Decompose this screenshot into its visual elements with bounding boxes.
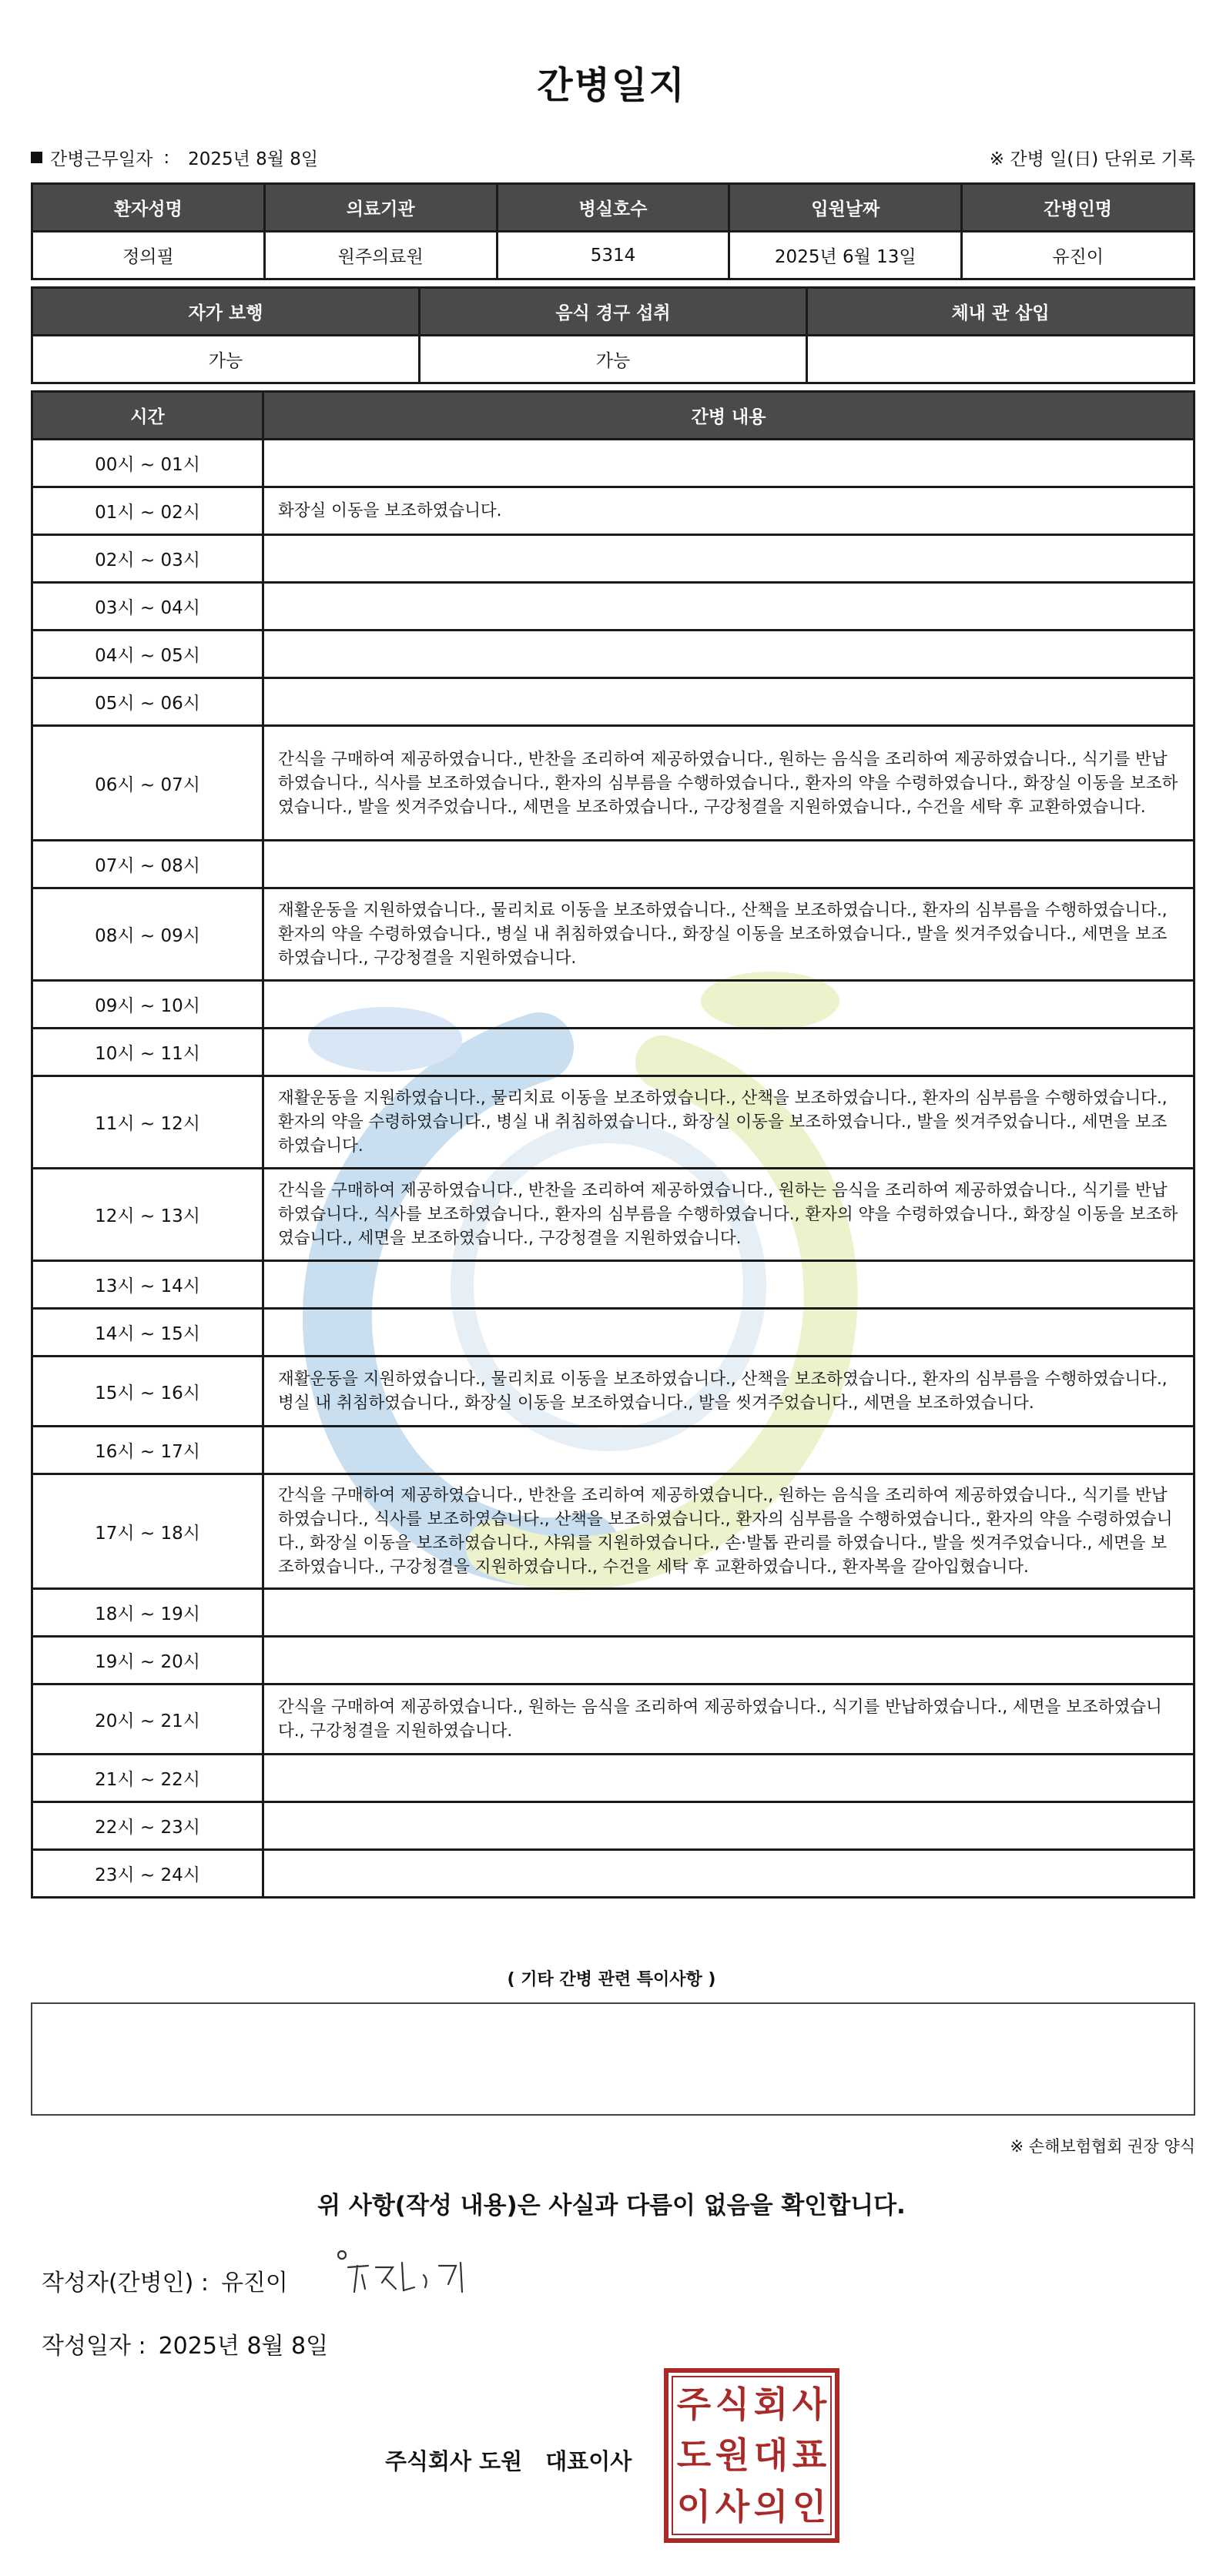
writer-name: 유진이 bbox=[220, 2270, 288, 2297]
log-row bbox=[32, 841, 1195, 888]
log-row bbox=[32, 726, 1195, 841]
log-content: 간식을 구매하여 제공하였습니다., 반찬을 조리하여 제공하였습니다., 원하는 음식을 조리하여 제공하였습니다., 식기를 반납하였습니다., 식사를 보조하였습니다., 환자의 심부름을 수행하였습니다., 환자의 약을 수령하였습니다., 화장실 이동을 보조하였습니다., 발을 씻겨주었습니다., 세면을 보조하였습니다., 구강청결을 지원하였습니다., 수건을 세탁 후 교환하였습니다. bbox=[263, 726, 1195, 841]
log-row bbox=[32, 535, 1195, 583]
log-time: 23시 ~ 24시 bbox=[32, 1850, 263, 1898]
log-time: 14시 ~ 15시 bbox=[32, 1309, 263, 1357]
log-time: 02시 ~ 03시 bbox=[32, 535, 263, 583]
log-row bbox=[32, 1637, 1195, 1684]
log-time: 20시 ~ 21시 bbox=[32, 1684, 263, 1755]
work-date-line bbox=[31, 145, 318, 170]
log-content bbox=[263, 841, 1195, 888]
hospital-name: 원주의료원 bbox=[264, 232, 497, 279]
log-row bbox=[32, 1850, 1195, 1898]
log-content: 재활운동을 지원하였습니다., 물리치료 이동을 보조하였습니다., 산책을 보조하였습니다., 환자의 심부름을 수행하였습니다., 병실 내 취침하였습니다., 화장실 이동을 보조하였습니다., 발을 씻겨주었습니다., 세면을 보조하였습니다. bbox=[263, 1357, 1195, 1427]
log-content bbox=[263, 1427, 1195, 1474]
log-time: 09시 ~ 10시 bbox=[32, 981, 263, 1029]
log-time: 04시 ~ 05시 bbox=[32, 631, 263, 678]
care-log-table bbox=[31, 390, 1195, 1899]
log-time: 15시 ~ 16시 bbox=[32, 1357, 263, 1427]
header-care-content: 간병 내용 bbox=[263, 392, 1195, 440]
log-time: 05시 ~ 06시 bbox=[32, 678, 263, 726]
log-time: 16시 ~ 17시 bbox=[32, 1427, 263, 1474]
seal-character: 인 bbox=[792, 2485, 827, 2527]
log-content bbox=[263, 1261, 1195, 1309]
log-content: 화장실 이동을 보조하였습니다. bbox=[263, 487, 1195, 535]
log-content bbox=[263, 583, 1195, 631]
log-time: 18시 ~ 19시 bbox=[32, 1589, 263, 1637]
seal-character: 표 bbox=[792, 2434, 827, 2477]
log-content bbox=[263, 631, 1195, 678]
header-caregiver-name: 간병인명 bbox=[962, 184, 1195, 232]
notes-box bbox=[31, 2002, 1195, 2116]
company-seal bbox=[664, 2368, 839, 2543]
log-time: 11시 ~ 12시 bbox=[32, 1076, 263, 1169]
log-time: 19시 ~ 20시 bbox=[32, 1637, 263, 1684]
square-bullet-icon bbox=[31, 152, 42, 163]
log-time: 07시 ~ 08시 bbox=[32, 841, 263, 888]
log-row bbox=[32, 1589, 1195, 1637]
log-row bbox=[32, 487, 1195, 535]
log-row bbox=[32, 1357, 1195, 1427]
writer-line bbox=[42, 2263, 288, 2297]
seal-character: 이 bbox=[676, 2485, 712, 2527]
patient-name: 정의필 bbox=[32, 232, 265, 279]
status-info-table bbox=[31, 286, 1195, 384]
log-row bbox=[32, 981, 1195, 1029]
log-time: 00시 ~ 01시 bbox=[32, 440, 263, 487]
log-row bbox=[32, 583, 1195, 631]
room-number: 5314 bbox=[497, 232, 729, 279]
log-row bbox=[32, 1029, 1195, 1076]
header-hospital: 의료기관 bbox=[264, 184, 497, 232]
log-content bbox=[263, 678, 1195, 726]
log-row bbox=[32, 1309, 1195, 1357]
log-row bbox=[32, 1169, 1195, 1261]
writer-label: 작성자(간병인) : bbox=[42, 2270, 209, 2297]
seal-character: 대 bbox=[753, 2434, 789, 2477]
log-row bbox=[32, 888, 1195, 981]
log-content bbox=[263, 981, 1195, 1029]
log-row bbox=[32, 678, 1195, 726]
header-room-number: 병실호수 bbox=[497, 184, 729, 232]
seal-character: 주 bbox=[676, 2384, 712, 2426]
log-row bbox=[32, 1427, 1195, 1474]
log-row bbox=[32, 1802, 1195, 1850]
recommendation-note: ※ 손해보험협회 권장 양식 bbox=[1010, 2137, 1195, 2156]
seal-character: 도 bbox=[676, 2434, 712, 2477]
log-content: 간식을 구매하여 제공하였습니다., 원하는 음식을 조리하여 제공하였습니다., 식기를 반납하였습니다., 세면을 보조하였습니다., 구강청결을 지원하였습니다. bbox=[263, 1684, 1195, 1755]
work-date-label: 간병근무일자 bbox=[50, 149, 153, 169]
log-content: 간식을 구매하여 제공하였습니다., 반찬을 조리하여 제공하였습니다., 원하는 음식을 조리하여 제공하였습니다., 식기를 반납하였습니다., 식사를 보조하였습니다., 산책을 보조하였습니다., 환자의 심부름을 수행하였습니다., 환자의 약을 수령하였습니다., 화장실 이동을 보조하였습니다., 샤워를 지원하였습니다., 손·발톱 관리를 하였습니다., 발을 씻겨주었습니다., 세면을 보조하였습니다., 구강청결을 지원하였습니다., 수건을 세탁 후 교환하였습니다., 환자복을 갈아입혔습니다. bbox=[263, 1474, 1195, 1589]
header-admission-date: 입원날짜 bbox=[729, 184, 962, 232]
seal-character: 식 bbox=[715, 2384, 750, 2426]
log-content bbox=[263, 440, 1195, 487]
log-time: 08시 ~ 09시 bbox=[32, 888, 263, 981]
seal-character: 사 bbox=[792, 2384, 827, 2426]
log-content: 재활운동을 지원하였습니다., 물리치료 이동을 보조하였습니다., 산책을 보조하였습니다., 환자의 심부름을 수행하였습니다., 환자의 약을 수령하였습니다., 병실 내 취침하였습니다., 화장실 이동을 보조하였습니다., 발을 씻겨주었습니다., 세면을 보조하였습니다. bbox=[263, 1076, 1195, 1169]
log-row bbox=[32, 1261, 1195, 1309]
log-time: 01시 ~ 02시 bbox=[32, 487, 263, 535]
log-time: 03시 ~ 04시 bbox=[32, 583, 263, 631]
header-oral-intake: 음식 경구 섭취 bbox=[420, 288, 807, 336]
company-name: 주식회사 도원 bbox=[385, 2448, 523, 2474]
log-time: 12시 ~ 13시 bbox=[32, 1169, 263, 1261]
log-content: 간식을 구매하여 제공하였습니다., 반찬을 조리하여 제공하였습니다., 원하는 음식을 조리하여 제공하였습니다., 식기를 반납하였습니다., 식사를 보조하였습니다., 환자의 심부름을 수행하였습니다., 환자의 약을 수령하였습니다., 화장실 이동을 보조하였습니다., 세면을 보조하였습니다., 구강청결을 지원하였습니다. bbox=[263, 1169, 1195, 1261]
written-date-label: 작성일자 : bbox=[42, 2333, 146, 2360]
log-time: 10시 ~ 11시 bbox=[32, 1029, 263, 1076]
log-time: 22시 ~ 23시 bbox=[32, 1802, 263, 1850]
log-content bbox=[263, 535, 1195, 583]
log-time: 13시 ~ 14시 bbox=[32, 1261, 263, 1309]
log-content bbox=[263, 1755, 1195, 1802]
work-date-separator: : bbox=[163, 147, 170, 168]
tube-insertion-value bbox=[807, 336, 1195, 383]
log-time: 17시 ~ 18시 bbox=[32, 1474, 263, 1589]
header-time: 시간 bbox=[32, 392, 263, 440]
log-row bbox=[32, 1755, 1195, 1802]
log-content bbox=[263, 1850, 1195, 1898]
log-content bbox=[263, 1589, 1195, 1637]
log-time: 21시 ~ 22시 bbox=[32, 1755, 263, 1802]
document-title: 간병일지 bbox=[537, 64, 686, 107]
written-date-value: 2025년 8월 8일 bbox=[158, 2333, 329, 2360]
log-content bbox=[263, 1309, 1195, 1357]
log-row bbox=[32, 1684, 1195, 1755]
notes-title: ( 기타 간병 관련 특이사항 ) bbox=[507, 1970, 716, 1989]
seal-character: 원 bbox=[715, 2434, 750, 2477]
oral-intake-value: 가능 bbox=[420, 336, 807, 383]
patient-info-table bbox=[31, 182, 1195, 280]
seal-character: 사 bbox=[715, 2485, 750, 2527]
header-tube-insertion: 체내 관 삽입 bbox=[807, 288, 1195, 336]
log-content: 재활운동을 지원하였습니다., 물리치료 이동을 보조하였습니다., 산책을 보조하였습니다., 환자의 심부름을 수행하였습니다., 환자의 약을 수령하였습니다., 병실 내 취침하였습니다., 화장실 이동을 보조하였습니다., 발을 씻겨주었습니다., 세면을 보조하였습니다., 구강청결을 지원하였습니다. bbox=[263, 888, 1195, 981]
seal-character: 회 bbox=[753, 2384, 789, 2426]
work-date-value: 2025년 8월 8일 bbox=[188, 149, 319, 169]
company-line bbox=[385, 2444, 632, 2476]
written-date-line bbox=[42, 2327, 328, 2360]
caregiver-name: 유진이 bbox=[962, 232, 1195, 279]
header-self-walking: 자가 보행 bbox=[32, 288, 420, 336]
admission-date: 2025년 6월 13일 bbox=[729, 232, 962, 279]
log-row bbox=[32, 1474, 1195, 1589]
unit-note: ※ 간병 일(日) 단위로 기록 bbox=[989, 149, 1195, 169]
log-content bbox=[263, 1637, 1195, 1684]
signature-image bbox=[331, 2244, 477, 2306]
log-content bbox=[263, 1802, 1195, 1850]
confirmation-statement: 위 사항(작성 내용)은 사실과 다름이 없음을 확인합니다. bbox=[317, 2192, 906, 2220]
log-content bbox=[263, 1029, 1195, 1076]
log-time: 06시 ~ 07시 bbox=[32, 726, 263, 841]
log-row bbox=[32, 631, 1195, 678]
log-row bbox=[32, 440, 1195, 487]
self-walking-value: 가능 bbox=[32, 336, 420, 383]
header-patient-name: 환자성명 bbox=[32, 184, 265, 232]
seal-character: 의 bbox=[753, 2485, 789, 2527]
company-representative: 대표이사 bbox=[545, 2448, 632, 2474]
log-row bbox=[32, 1076, 1195, 1169]
